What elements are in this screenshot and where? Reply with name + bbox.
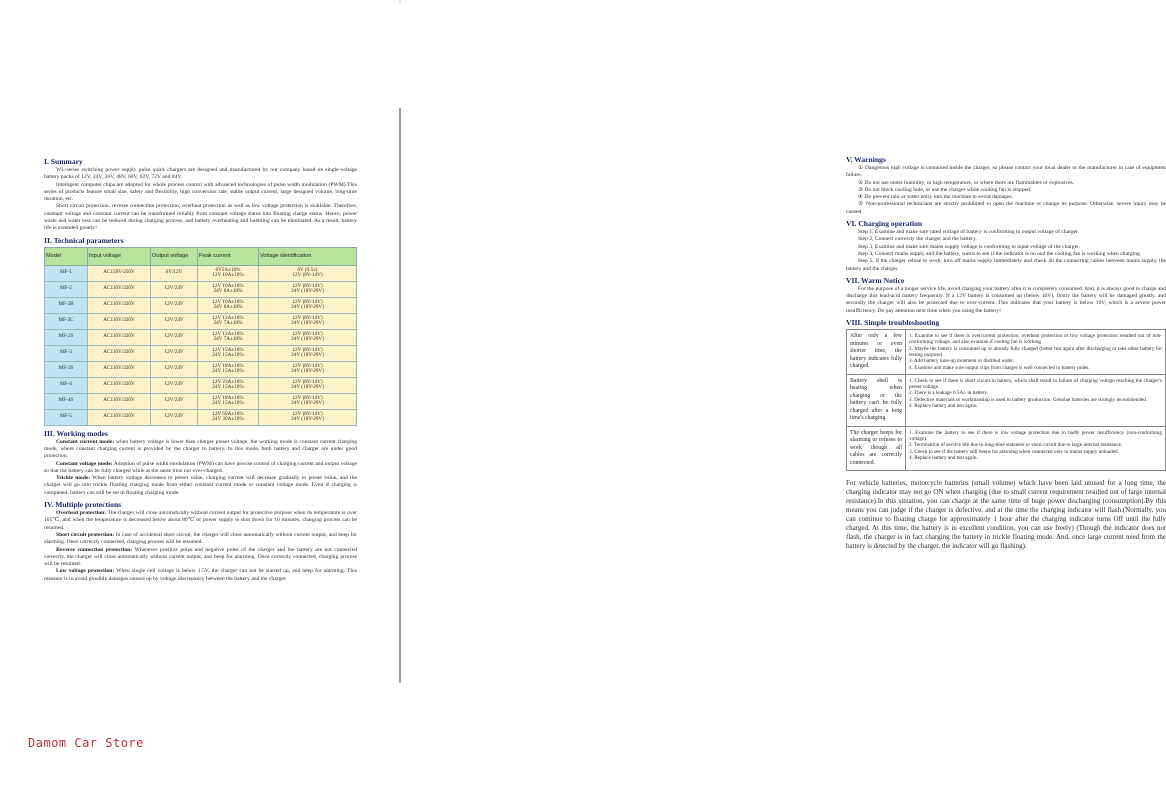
params-cell-vin: AC110V/220V <box>88 361 151 377</box>
modes-heading: III. Working modes <box>44 428 108 438</box>
protections-heading: IV. Multiple protections <box>44 500 122 510</box>
protection-text: In case of accidental short circuit, the charger will close automatically without current output, and beep for alarming. Once correctly connected, charging process will be resumed. <box>44 531 357 546</box>
operation-step: Step 1, Examine and make sure rated voltage of battery is conforming to output voltage of charger. <box>858 229 1080 236</box>
params-row <box>45 345 357 361</box>
params-cell-peak: 12V 12A±10% 24V 7A±10% <box>198 313 259 329</box>
summary-paragraph-2: Intelligent computer chips are adopted for whole process control with advanced technologies of pulse width modulation (PWM).This series of products feature small size, safety and flexibility, high conversion rate, stable output current, large designed volume, long-time duration, etc. <box>44 181 357 203</box>
troubleshooting-row <box>847 426 1166 471</box>
params-cell-peak: 6V5A±10% 12V 10A±10% <box>198 265 259 281</box>
params-row <box>45 377 357 393</box>
mode-label: Constant voltage mode: <box>56 460 113 467</box>
protection-reverse-connection <box>44 547 357 569</box>
params-cell-vin: AC110V/220V <box>88 393 151 409</box>
params-body <box>45 265 357 425</box>
mode-text: when battery voltage is lower than charger preset voltage, the working mode is constant current charging mode, where constant charging current is provided by the charger to battery. In this mode, both battery and charger are under good protection. <box>44 438 357 460</box>
params-cell-vid: 12V (8V-14V) 24V (18V-29V) <box>259 409 357 425</box>
params-row <box>45 281 357 297</box>
params-cell-model: MF-3 <box>45 345 88 361</box>
params-row <box>45 329 357 345</box>
mode-label: Trickle mode: <box>56 475 91 482</box>
warning-item: ③ Do not block cooling hole, or use the charger while cooling fan is stopped. <box>858 186 1032 193</box>
protection-text: Whenever positive poles and negative poles of the charger and the battery are not connected correctly, the charger will close automatically without current output, and beep for alarming. Once correctly connected, charging process will be resumed. <box>44 546 357 568</box>
store-watermark: Damom Car Store <box>28 736 144 750</box>
mode-text: Adoption of pulse width modulation (PWM) can have precise control of charging current and output voltage so that the battery can be fully charged while at the same time not over-charged. <box>44 460 357 474</box>
params-cell-peak: 12V 18A±10% 24V 15A±10% <box>198 361 259 377</box>
troubleshooting-condition: The charger beeps for alarming or refuses to work though all cables are correctly connected. <box>847 426 906 471</box>
header-input-voltage: Input voltage <box>88 247 151 265</box>
manual-right-page <box>401 0 1166 800</box>
params-cell-model: MF-1 <box>45 265 88 281</box>
troubleshooting-closing-note: For vehicle batteries, motorcycle batteries (small volume) which have been laid unused for a long time, the charging indicator may not go ON when charging (due to small current requirement resulted out of large internal resistance).In this situation, you can charge at the same time of huge power discharging (consumption).By this means you can judge if the charger is defective, and at the time the charging indicator will flash.(Normally, you can continue to floating charge for approximately 1 hour after the charging indicator turns Off until the fully charged. At this time, the battery is in excellent condition, you can use freely) (Though the indicator does not flash, the charger is in fact charging the battery in trickle floating mode. And, once large current need from the battery is detected by the charger, the indicator will go flashing). <box>846 479 1166 551</box>
params-cell-vout: 12V/24V <box>151 377 198 393</box>
params-row <box>45 265 357 281</box>
warning-item: ④ Do prevent rain or water entry into the machine to avoid damages. <box>858 194 1013 201</box>
troubleshooting-row <box>847 374 1166 426</box>
operation-step: Step 5, if the charger refuse to work, turn off mains supply immediately and check all the connecting cables between mains supply, the battery and the charger. <box>846 258 1166 272</box>
header-output-voltage: Output voltage <box>151 247 198 265</box>
params-row <box>45 393 357 409</box>
params-header-row <box>45 247 357 265</box>
protection-overheat <box>44 510 357 532</box>
params-cell-vout: 12V/24V <box>151 297 198 313</box>
params-cell-vin: AC110V/220V <box>88 297 151 313</box>
params-cell-peak: 12V 50A±10% 24V 30A±10% <box>198 409 259 425</box>
protection-low-voltage <box>44 568 357 583</box>
params-row <box>45 297 357 313</box>
params-cell-vin: AC150V-250V <box>88 265 151 281</box>
params-cell-vid: 12V (8V-14V) 24V (18V-29V) <box>259 361 357 377</box>
protection-label: Overheat protection: <box>56 510 107 517</box>
params-cell-vin: AC110V/220V <box>88 377 151 393</box>
params-cell-vout: 12V/24V <box>151 345 198 361</box>
params-cell-vin: AC110V/220V <box>88 409 151 425</box>
warning-item: ⑤ Non-professional technicians are strictly prohibited to open the machine or change its purpose. Otherwise, severe injury may be caused. <box>846 201 1166 215</box>
protection-text: When single cell voltage is below 1.5V, the charger can not be started up, and beep for alarming. This measure is to avoid possible damages caused up by voltage discrepancy between the battery and the charger. <box>44 568 357 582</box>
params-cell-vin: AC110V/220V <box>88 281 151 297</box>
params-cell-vin: AC110V/220V <box>88 313 151 329</box>
warnings-heading: V. Warnings <box>846 155 886 164</box>
mode-label: Constant current mode: <box>56 438 115 445</box>
params-cell-vout: 12V/24V <box>151 409 198 425</box>
params-cell-peak: 12V 10A±10% 24V 8A±10% <box>198 297 259 313</box>
params-cell-model: MF-2S <box>45 329 88 345</box>
right-column <box>846 152 1166 551</box>
mode-constant-current <box>44 439 357 461</box>
summary-paragraph-1: WL-series switching power supply pulse quick chargers are designed and manufactured by our company based on single-voltage battery packs of 12V, 24V, 36V, 48V, 60V, 62V, 72V and 84V. <box>44 167 357 181</box>
params-cell-model: MF-4 <box>45 377 88 393</box>
left-column <box>44 154 357 583</box>
operation-step: Step 2, Connect correctly the charger and the battery. <box>858 236 977 243</box>
params-cell-model: MF-2C <box>45 313 88 329</box>
params-row <box>45 313 357 329</box>
summary-paragraph-3: Short circuit protection, reverse connection protection, overheat protection as well as low voltage protection is available. Therefore, constant voltage and constant current can be transformed reliably from constant voltage status into floating charge status. Hence, power waste and water loss can be reduced during charging process, and battery overheating and bubbling can be eliminated. As a result, battery life is extended greatly! <box>44 203 357 232</box>
params-cell-vid: 12V (8V-14V) 24V (18V-29V) <box>259 313 357 329</box>
troubleshooting-row <box>847 330 1166 375</box>
operation-heading: VI. Charging operation <box>846 219 923 229</box>
notice-heading: VII. Warm Notice <box>846 275 905 285</box>
header-model: Model <box>45 247 88 265</box>
params-cell-vid: 12V (8V-14V) 24V (18V-29V) <box>259 345 357 361</box>
manual-left-page <box>0 0 399 800</box>
header-voltage-identification: Voltage identification <box>259 247 357 265</box>
params-cell-vout: 12V/24V <box>151 329 198 345</box>
params-cell-peak: 12V 12A±10% 24V 7A±10% <box>198 329 259 345</box>
technical-parameters-table <box>44 247 357 426</box>
params-cell-model: MF-2 <box>45 281 88 297</box>
params-cell-vout: 12V/24V <box>151 281 198 297</box>
params-cell-model: MF-2B <box>45 297 88 313</box>
params-cell-peak: 12V 15A±10% 24V 15A±10% <box>198 345 259 361</box>
warning-item: ② Do not use under humidity, or high temperature, or where there are flammables or explosives. <box>858 179 1075 186</box>
params-cell-model: MF-5 <box>45 409 88 425</box>
params-cell-peak: 12V 23A±10% 24V 15A±10% <box>198 377 259 393</box>
params-cell-model: MF-4S <box>45 393 88 409</box>
params-cell-vin: AC110V/220V <box>88 345 151 361</box>
params-cell-vid: 12V (8V-14V) 24V (18V-29V) <box>259 297 357 313</box>
params-cell-vid: 12V (8V-14V) 24V (18V-29V) <box>259 281 357 297</box>
params-row <box>45 361 357 377</box>
params-cell-vin: AC110V/220V <box>88 329 151 345</box>
summary-heading: I. Summary <box>44 157 83 166</box>
params-cell-vid: 12V (8V-14V) 24V (18V-29V) <box>259 393 357 409</box>
protection-short-circuit <box>44 532 357 547</box>
protection-label: Short circuit protection: <box>56 531 115 538</box>
notice-text: For the purpose of a longer service life, avoid charging your battery after it is completely consumed. And, it is always good to charge and discharge this lead-acid battery frequently. If a 12V battery is consumed up (below 10V), firstly the battery will be damaged greatly, and secondly the charger will also be protected due to over-current. This indicates that your battery is below 10V, which is a severe power insufficiency. Do pay attention next time when you using the battery! <box>846 285 1166 314</box>
header-peak-current: Peak current <box>198 247 259 265</box>
mode-constant-voltage <box>44 461 357 476</box>
params-row <box>45 409 357 425</box>
protection-label: Reverse connection protection: <box>56 546 133 553</box>
params-cell-vid: 12V (8V-14V) 24V (18V-29V) <box>259 329 357 345</box>
operation-step: Step 3, Examine and make sure mains supply voltage is conforming to input voltage of the charger. <box>858 243 1081 250</box>
mode-text: When battery voltage decreases to preset value, charging current will decrease gradually to preset value, and the charger will go into trickle floating charging mode from either constant current mode or constant voltage mode. Even if charging is completed, battery can still be set in floating charging mode. <box>44 475 358 496</box>
troubleshooting-table <box>846 329 1166 471</box>
params-heading: II. Technical parameters <box>44 235 124 245</box>
troubleshooting-solution: 1. Check to see if there is short circuit in battery, which shall result in failure of charging voltage reaching the charger's preset voltage. 2. There is a leakage 0.5A≥ in battery. 3. Defective materials or workmanship is used in battery production. Genuine batteries are strongly recommended. 4. Replace battery and test again. <box>906 374 1166 426</box>
operation-step: Step 4, Connect mains supply and the battery, watch to see if the indicator is on and the cooling fan is working when charging. <box>858 250 1142 257</box>
params-cell-vout: 12V/24V <box>151 393 198 409</box>
params-cell-vout: 6V/12V <box>151 265 198 281</box>
troubleshooting-heading: VIII. Simple troubleshooting <box>846 318 940 328</box>
params-cell-vid: 12V (8V-14V) 24V (18V-29V) <box>259 377 357 393</box>
params-cell-vout: 12V/24V <box>151 313 198 329</box>
protection-text: The charger will close automatically without current output for protective purpose when its temperature is over 105℃, and when the temperature is decreased below about 80℃ or power supply is shut down for 10 minutes, charging process can be resumed. <box>44 510 357 531</box>
params-cell-vid: 6V (9.5v) 12V (8V-14V) <box>259 265 357 281</box>
params-cell-vout: 12V/24V <box>151 361 198 377</box>
warning-item: ① Dangerous high voltage is contained inside the charger, so please contact your local dealer or the manufacturer in case of equipment failure. <box>846 165 1166 179</box>
mode-trickle <box>44 475 357 497</box>
troubleshooting-solution: 1. Examine to see if there is overcurrent protection, overheat protection or low voltage protection resulted out of non-conforming voltage, and also examine if cooling fan is working. 2. Maybe the battery is consumed up or already fully charged (better test again after discharging or take other battery for testing purpose). 3. Add battery tune-up treatment or distilled water. 4. Examine and make sure output clips from charger is well connected to battery poles. <box>906 330 1166 375</box>
params-cell-peak: 12V 18A±10% 24V 15A±10% <box>198 393 259 409</box>
params-cell-model: MF-3S <box>45 361 88 377</box>
troubleshooting-solution: 1. Examine the battery to see if there is low voltage protection due to badly power insufficiency (non-conforming voltage). 2. Termination of service life due to long-time staleness or short circuit due to large internal resistance. 3. Check to see if the battery still beeps for alarming when connected only to mains supply unloaded. 4. Replace battery and test again. <box>906 426 1166 471</box>
troubleshooting-body <box>847 330 1166 471</box>
troubleshooting-condition: Battery shell is heating when charging or the battery can't be fully charged after a long time's charging. <box>847 374 906 426</box>
troubleshooting-condition: After only a few minutes or even shorter time, the battery indicates fully charged. <box>847 330 906 375</box>
protection-label: Low voltage protection: <box>56 568 115 575</box>
params-cell-peak: 12V 10A±10% 24V 8A±10% <box>198 281 259 297</box>
